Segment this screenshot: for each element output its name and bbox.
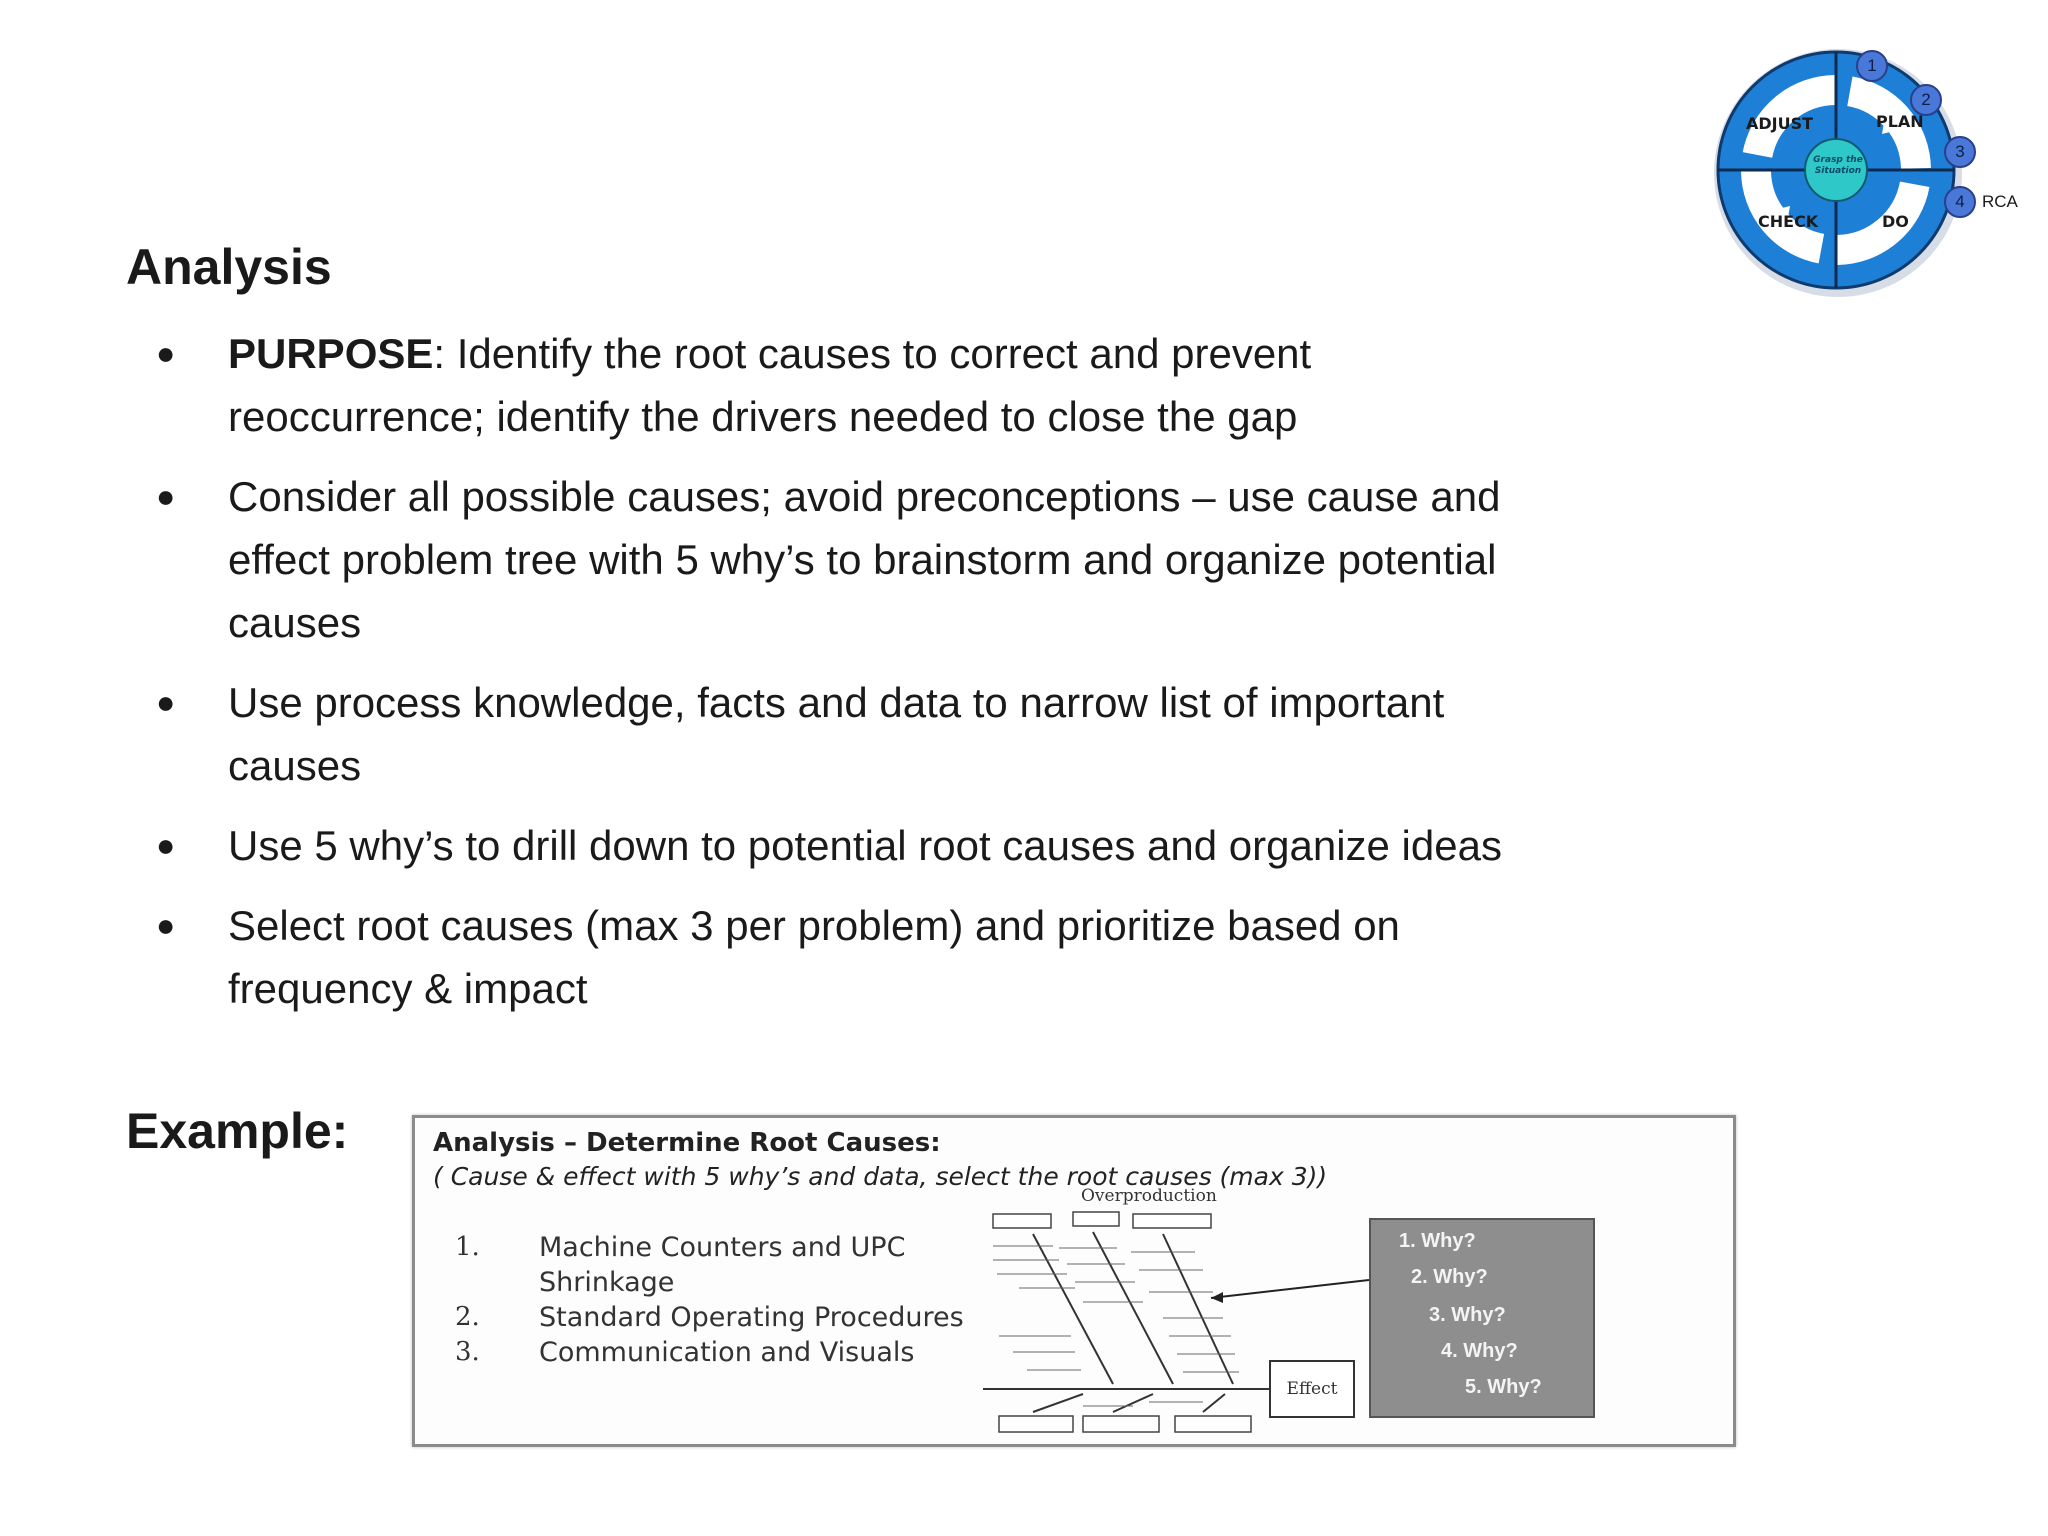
step-3-badge: 3	[1944, 136, 1976, 168]
root-cause-text: Machine Counters and UPC Shrinkage	[539, 1232, 906, 1298]
why-4: 4. Why?	[1441, 1340, 1518, 1362]
why-3: 3. Why?	[1429, 1304, 1506, 1326]
root-cause-item	[455, 1230, 975, 1300]
section-heading: Analysis	[126, 239, 332, 295]
quadrant-do: DO	[1882, 212, 1909, 231]
step-4-badge: 4	[1944, 186, 1976, 218]
example-image	[412, 1115, 1736, 1447]
step-1-badge: 1	[1856, 50, 1888, 82]
bullet-item	[126, 322, 1506, 448]
bullet-text: Consider all possible causes; avoid preconceptions – use cause and effect problem tree with 5 why’s to brainstorm and organize potential causes	[228, 473, 1501, 646]
fishbone-diagram	[963, 1186, 1389, 1436]
rca-label: RCA	[1982, 192, 2018, 211]
bullet-dot-icon: ●	[156, 478, 176, 514]
bullet-dot-icon: ●	[156, 684, 176, 720]
example-subtitle: ( Cause & effect with 5 why’s and data, select the root causes (max 3))	[433, 1162, 1328, 1191]
example-title: Analysis – Determine Root Causes:	[433, 1128, 941, 1158]
bullet-item	[126, 465, 1506, 654]
root-cause-item	[455, 1335, 975, 1370]
root-cause-item	[455, 1300, 975, 1335]
bullet-text: Select root causes (max 3 per problem) and prioritize based on frequency & impact	[228, 902, 1400, 1012]
bullet-dot-icon: ●	[156, 827, 176, 863]
quadrant-check: CHECK	[1758, 212, 1819, 231]
why-1: 1. Why?	[1399, 1230, 1476, 1252]
step-2-badge: 2	[1910, 84, 1942, 116]
root-cause-text: Standard Operating Procedures	[539, 1302, 964, 1333]
bullet-text: Use 5 why’s to drill down to potential root causes and organize ideas	[228, 822, 1502, 869]
bullet-text: Use process knowledge, facts and data to narrow list of important causes	[228, 679, 1445, 789]
bullet-bold-lead: PURPOSE	[228, 330, 434, 377]
example-label: Example:	[126, 1103, 349, 1159]
why-2: 2. Why?	[1411, 1266, 1488, 1288]
quadrant-plan: PLAN	[1876, 112, 1924, 131]
bullet-dot-icon: ●	[156, 335, 176, 371]
center-label: Grasp the Situation	[1813, 155, 1863, 176]
bullet-item	[126, 894, 1506, 1020]
root-cause-number: 3.	[455, 1337, 480, 1367]
fishbone-top-label: Overproduction	[1081, 1186, 1217, 1206]
bullet-item	[126, 814, 1506, 877]
root-cause-list	[455, 1230, 975, 1370]
five-whys-box	[1369, 1218, 1595, 1418]
bullet-item	[126, 671, 1506, 797]
root-cause-text: Communication and Visuals	[539, 1337, 915, 1368]
bullet-text: : Identify the root causes to correct and prevent reoccurrence; identify the drivers needed to close the gap	[228, 330, 1312, 440]
why-5: 5. Why?	[1465, 1376, 1542, 1398]
root-cause-number: 2.	[455, 1302, 480, 1332]
bullet-list	[126, 322, 1506, 1037]
fishbone-effect-box: Effect	[1269, 1360, 1355, 1418]
root-cause-number: 1.	[455, 1232, 480, 1262]
quadrant-adjust: ADJUST	[1746, 114, 1814, 133]
pdca-logo	[1700, 40, 2030, 300]
bullet-dot-icon: ●	[156, 907, 176, 943]
